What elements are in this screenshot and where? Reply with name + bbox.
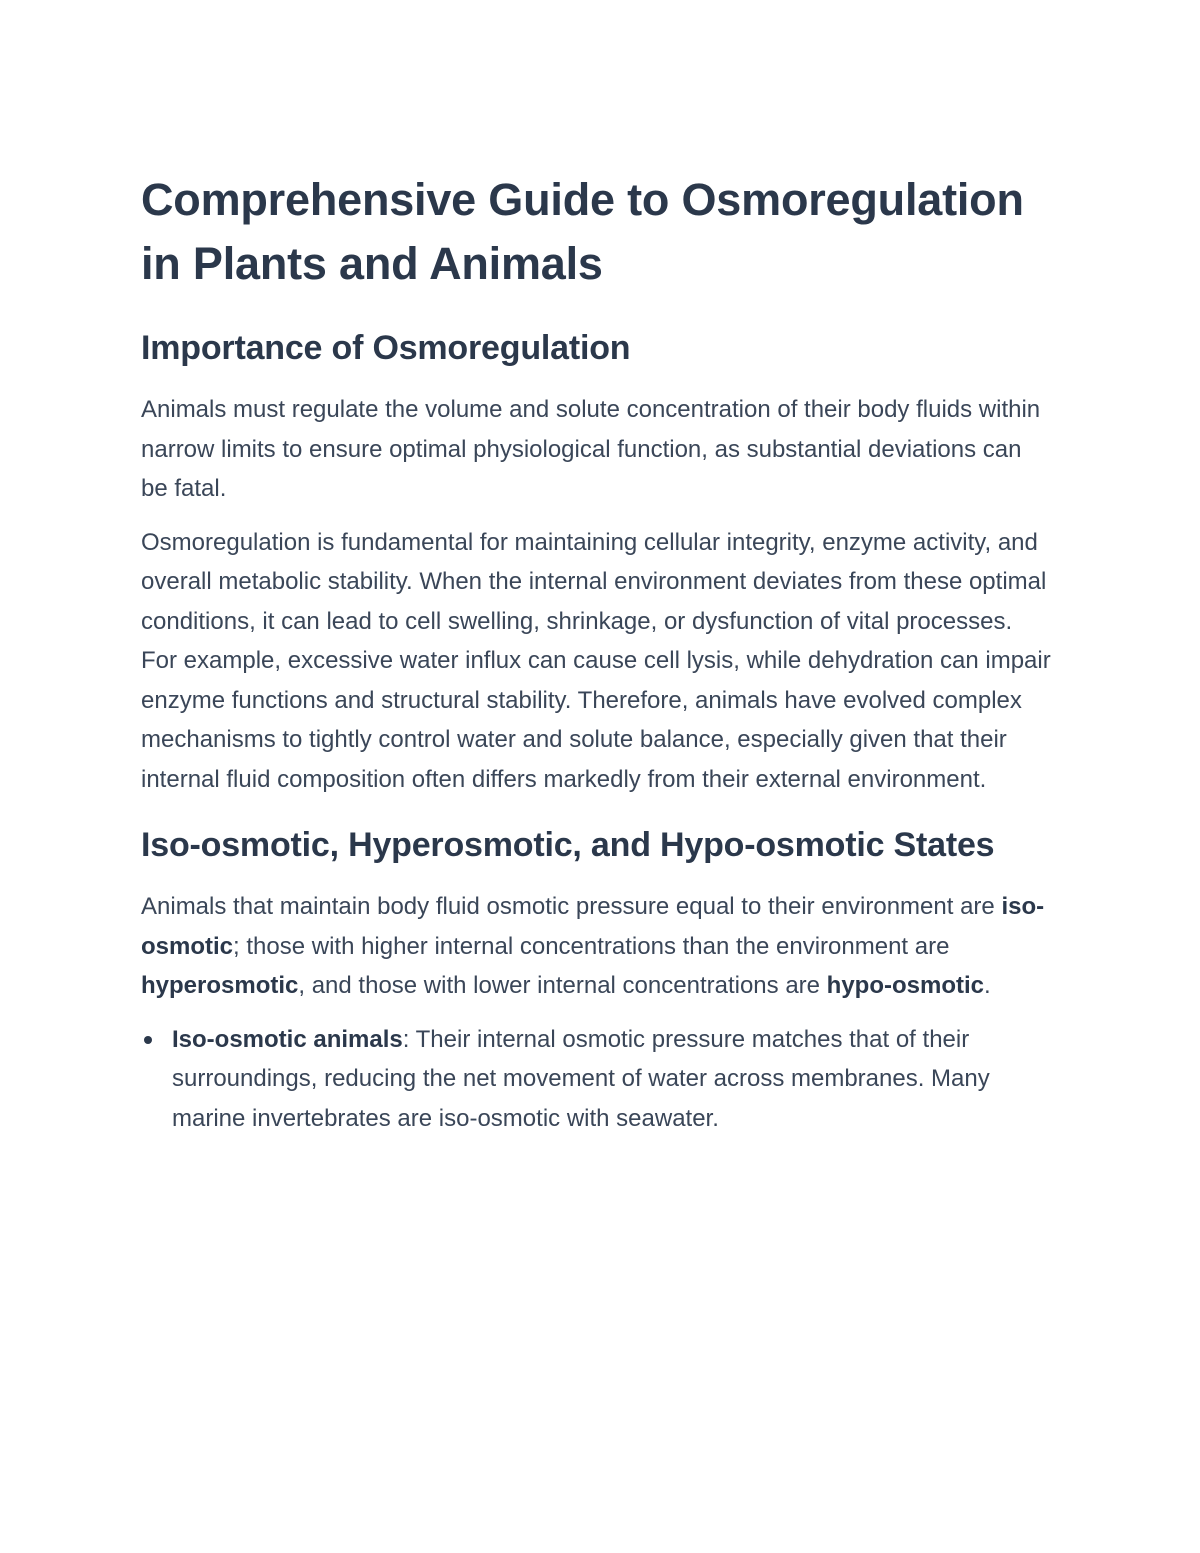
paragraph: Osmoregulation is fundamental for maintaining cellular integrity, enzyme activity, and overall metabolic stability. When the internal environment deviates from these optimal conditions, it can lead to cell swelling, shrinkage, or dysfunction of vital processes. For example, excessive water influx can cause cell lysis, while dehydration can impair enzyme functions and structural stability. Therefore, animals have evolved complex mechanisms to tightly control water and solute balance, especially given that their internal fluid composition often differs markedly from their external environment. (141, 528, 1051, 793)
text-span: . (984, 972, 991, 999)
text-span: , and those with lower internal concentrations are (298, 972, 827, 999)
term-hyperosmotic: hyperosmotic (141, 972, 299, 999)
text-span: Animals that maintain body fluid osmotic pressure equal to their environment are (141, 893, 1002, 920)
list-item (141, 1020, 1051, 1139)
document-page (141, 168, 1051, 1138)
term-hypo-osmotic: hypo-osmotic (826, 972, 985, 999)
list-item-text: : Their internal osmotic pressure matches that of their surroundings, reducing the net movement of water across membranes. Many marine invertebrates are iso-osmotic with seawater. (172, 1025, 990, 1132)
section-osmotic-states (141, 817, 1051, 1138)
section-importance (141, 320, 1051, 799)
list-item-term: Iso-osmotic animals (172, 1025, 403, 1053)
paragraph: Animals must regulate the volume and solute concentration of their body fluids within narrow limits to ensure optimal physiological function, as substantial deviations can be fatal. (141, 396, 1041, 502)
bullet-dot-icon (144, 1036, 152, 1044)
text-span: ; those with higher internal concentrations than the environment are (233, 932, 950, 960)
bullet-list (141, 1020, 1051, 1139)
document-title: Comprehensive Guide to Osmoregulation in Plants and Animals (141, 174, 1024, 289)
term-iso-osmotic: iso-osmotic (141, 893, 1045, 960)
section-heading: Iso-osmotic, Hyperosmotic, and Hypo-osmotic States (141, 826, 995, 864)
paragraph (141, 887, 1051, 1006)
section-heading: Importance of Osmoregulation (141, 329, 631, 367)
